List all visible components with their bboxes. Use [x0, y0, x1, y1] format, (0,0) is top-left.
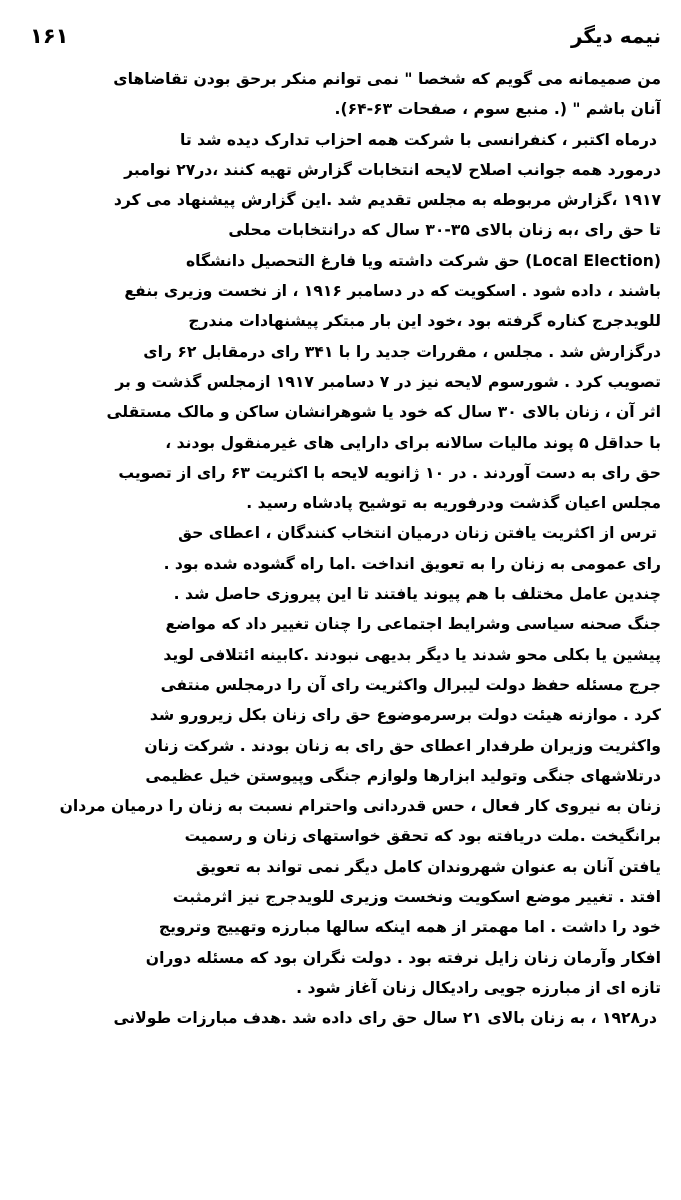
text-line: چندین عامل مختلف با هم پیوند یافتند تا این پیروزی حاصل شد . — [173, 585, 661, 604]
text-line: برانگیخت .ملت دریافته بود که تحقق خواستهای زنان و رسمیت — [184, 827, 661, 846]
text-line: پیشین یا بکلی محو شدند یا دیگر بدیهی نبودند .کابینه ائتلافی لوید — [163, 645, 661, 664]
text-line: واکثریت وزیران طرفدار اعطای حق رای به زنان بودند . شرکت زنان — [144, 736, 661, 755]
body-text — [24, 64, 661, 1034]
text-line: من صمیمانه می گویم که شخصا " نمی توانم منکر برحق بودن تقاضاهای — [113, 70, 661, 88]
text-line: حق رای به دست آوردند . در ۱۰ ژانویه لایحه با اکثریت ۶۳ رای از تصویب — [118, 463, 661, 482]
text-line-with-english: (Local Election) حق شرکت داشته ویا فارغ التحصیل دانشگاه — [185, 251, 661, 270]
text-line: جنگ صحنه سیاسی وشرایط اجتماعی را چنان تغییر داد که مواضع — [165, 615, 661, 634]
text-line: درگزارش شد . مجلس ، مقررات جدید را با ۳۴۱ رای درمقابل ۶۲ رای — [143, 342, 661, 361]
running-title: نیمه دیگر — [570, 24, 661, 48]
text-line: افتد . تغییر موضع اسکویت ونخست وزیری للویدجرج نیز اثرمثبت — [172, 888, 661, 907]
text-line: جرج مسئله حفظ دولت لیبرال واکثریت رای آن را درمجلس منتفی — [160, 675, 661, 694]
paragraph-start-line: در۱۹۲۸ ، به زنان بالای ۲۱ سال حق رای داده شد .هدف مبارزات طولانی — [113, 1009, 657, 1028]
text-line: للویدجرج کناره گرفته بود ،خود این بار مبتکر پیشنهادات مندرج — [188, 312, 661, 331]
text-line: افکار وآرمان زنان زایل نرفته بود . دولت نگران بود که مسئله دوران — [145, 948, 661, 967]
text-line: ۱۹۱۷ ،گزارش مربوطه به مجلس تقدیم شد .این گزارش پیشنهاد می کرد — [113, 191, 661, 210]
text-line: یافتن آنان به عنوان شهروندان کامل دیگر نمی تواند به تعویق — [196, 857, 661, 876]
page-number: ۱۶۱ — [30, 24, 69, 48]
paragraph-start-line: ترس از اکثریت یافتن زنان درمیان انتخاب کنندگان ، اعطای حق — [178, 524, 657, 543]
page-header — [24, 24, 661, 64]
text-line: باشند ، داده شود . اسکویت که در دسامبر ۱۹۱۶ ، از نخست وزیری بنفع — [124, 282, 661, 301]
text-line: کرد . موازنه هیئت دولت برسرموضوع حق رای زنان بکل زیرورو شد — [149, 706, 661, 725]
text-line: خود را داشت . اما مهمتر از همه اینکه سالها مبارزه وتهییج وترویج — [158, 918, 661, 937]
text-line: درتلاشهای جنگی وتولید ابزارها ولوازم جنگی وپیوستن خیل عظیمی — [145, 766, 661, 785]
text-line: درمورد همه جوانب اصلاح لایحه انتخابات گزارش تهیه کنند ،در۲۷ نوامبر — [124, 160, 661, 179]
text-line: زنان به نیروی کار فعال ، حس قدردانی واحترام نسبت به زنان را درمیان مردان — [59, 797, 661, 816]
text-line: آنان باشم " (. منبع سوم ، صفحات ۶۳-۶۴). — [334, 100, 661, 119]
paragraph-start-line: درماه اکتبر ، کنفرانسی با شرکت همه احزاب تدارک دیده شد تا — [179, 130, 657, 149]
text-line: تصویب کرد . شورسوم لایحه نیز در ۷ دسامبر ۱۹۱۷ ازمجلس گذشت و بر — [115, 372, 661, 391]
text-line: رای عمومی به زنان را به تعویق انداخت .اما راه گشوده شده بود . — [163, 554, 661, 573]
text-line: مجلس اعیان گذشت ودرفوریه به توشیح پادشاه رسید . — [246, 494, 661, 513]
text-line: اثر آن ، زنان بالای ۳۰ سال که خود یا شوهرانشان ساکن و مالک مستقلی — [106, 403, 661, 422]
text-line: با حداقل ۵ پوند مالیات سالانه برای دارایی های غیرمنقول بودند ، — [165, 433, 661, 452]
text-line: تازه ای از مبارزه جویی رادیکال زنان آغاز شود . — [296, 978, 661, 997]
text-line: تا حق رای ،به زنان بالای ۳۵-۳۰ سال که درانتخابات محلی — [228, 221, 661, 240]
